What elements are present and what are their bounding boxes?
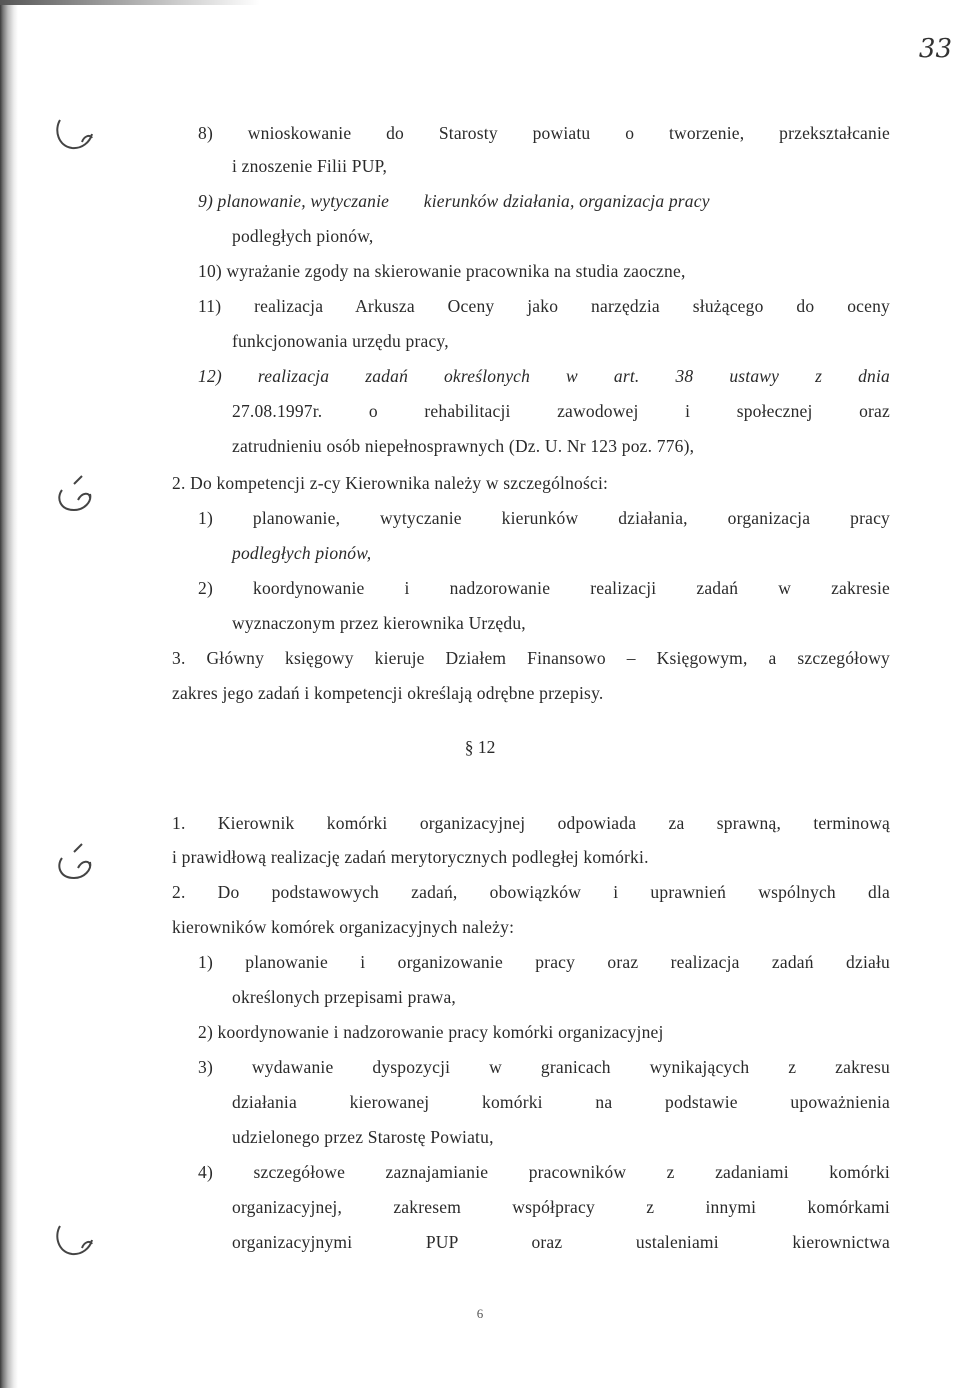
paragraph-3: 3. Główny księgowy kieruje Działem Finansowo – Księgowym, a szczegółowy (172, 648, 890, 668)
list-item-11: 11) realizacja Arkusza Oceny jako narzędzia służącego do oceny (198, 296, 890, 316)
paragraph-2-item-1: 1) planowanie, wytyczanie kierunków działania, organizacja pracy (198, 508, 890, 528)
section-12-item-2: 2) koordynowanie i nadzorowanie pracy komórki organizacyjnej (198, 1022, 664, 1042)
list-item-9-cont: podległych pionów, (232, 226, 374, 246)
section-12-paragraph-2-cont: kierowników komórek organizacyjnych należy: (172, 917, 515, 937)
section-12-paragraph-1-cont: i prawidłową realizację zadań merytorycznych podległej komórki. (172, 847, 649, 867)
list-item-9-part1: 9) planowanie, wytyczanie (198, 191, 390, 211)
list-item-8-cont: i znoszenie Filii PUP, (232, 156, 388, 176)
handwritten-margin-mark-icon (52, 1218, 96, 1262)
list-item-12: 12) realizacja zadań określonych w art. 38 ustawy z dnia (198, 366, 890, 386)
section-12-paragraph-2: 2. Do podstawowych zadań, obowiązków i uprawnień wspólnych dla (172, 882, 890, 902)
section-12-item-3-cont: działania kierowanej komórki na podstawie upoważnienia (232, 1092, 890, 1112)
scan-binding-edge (0, 0, 18, 1388)
section-12-item-4: 4) szczegółowe zaznajamianie pracowników z zadaniami komórki (198, 1162, 890, 1182)
list-item-12-cont2: zatrudnieniu osób niepełnosprawnych (Dz. U. Nr 123 poz. 776), (232, 436, 695, 456)
handwritten-margin-mark-icon (52, 112, 96, 156)
list-item-9-part2: kierunków działania, organizacja pracy (423, 191, 710, 211)
paragraph-2-item-2: 2) koordynowanie i nadzorowanie realizacji zadań w zakresie (198, 578, 890, 598)
handwritten-page-number: 33 (918, 34, 952, 64)
paragraph-2-item-2-cont: wyznaczonym przez kierownika Urzędu, (232, 613, 526, 633)
section-12-item-1-cont: określonych przepisami prawa, (232, 987, 456, 1007)
scan-top-edge (0, 0, 260, 5)
section-12-item-1: 1) planowanie i organizowanie pracy oraz realizacja zadań działu (198, 952, 890, 972)
list-item-9 (198, 190, 890, 212)
list-item-8: 8) wnioskowanie do Starosty powiatu o tworzenie, przekształcanie (198, 123, 890, 143)
paragraph-3-cont: zakres jego zadań i kompetencji określają odrębne przepisy. (172, 683, 604, 703)
list-item-11-cont: funkcjonowania urzędu pracy, (232, 331, 449, 351)
section-12-item-3-cont2: udzielonego przez Starostę Powiatu, (232, 1127, 494, 1147)
section-12-item-4-cont: organizacyjnej, zakresem współpracy z innymi komórkami (232, 1197, 890, 1217)
handwritten-margin-mark-icon (52, 470, 96, 514)
page-number: 6 (476, 1306, 484, 1321)
section-12-paragraph-1: 1. Kierownik komórki organizacyjnej odpowiada za sprawną, terminową (172, 813, 890, 833)
handwritten-margin-mark-icon (52, 838, 96, 882)
list-item-10: 10) wyrażanie zgody na skierowanie pracownika na studia zaoczne, (198, 261, 686, 281)
section-heading: § 12 (464, 737, 496, 757)
list-item-12-cont: 27.08.1997r. o rehabilitacji zawodowej i społecznej oraz (232, 401, 890, 421)
paragraph-2: 2. Do kompetencji z-cy Kierownika należy w szczególności: (172, 473, 609, 493)
paragraph-2-item-1-cont: podległych pionów, (232, 543, 372, 563)
section-12-item-4-cont2: organizacyjnymi PUP oraz ustaleniami kierownictwa (232, 1232, 890, 1252)
section-12-item-3: 3) wydawanie dyspozycji w granicach wynikających z zakresu (198, 1057, 890, 1077)
